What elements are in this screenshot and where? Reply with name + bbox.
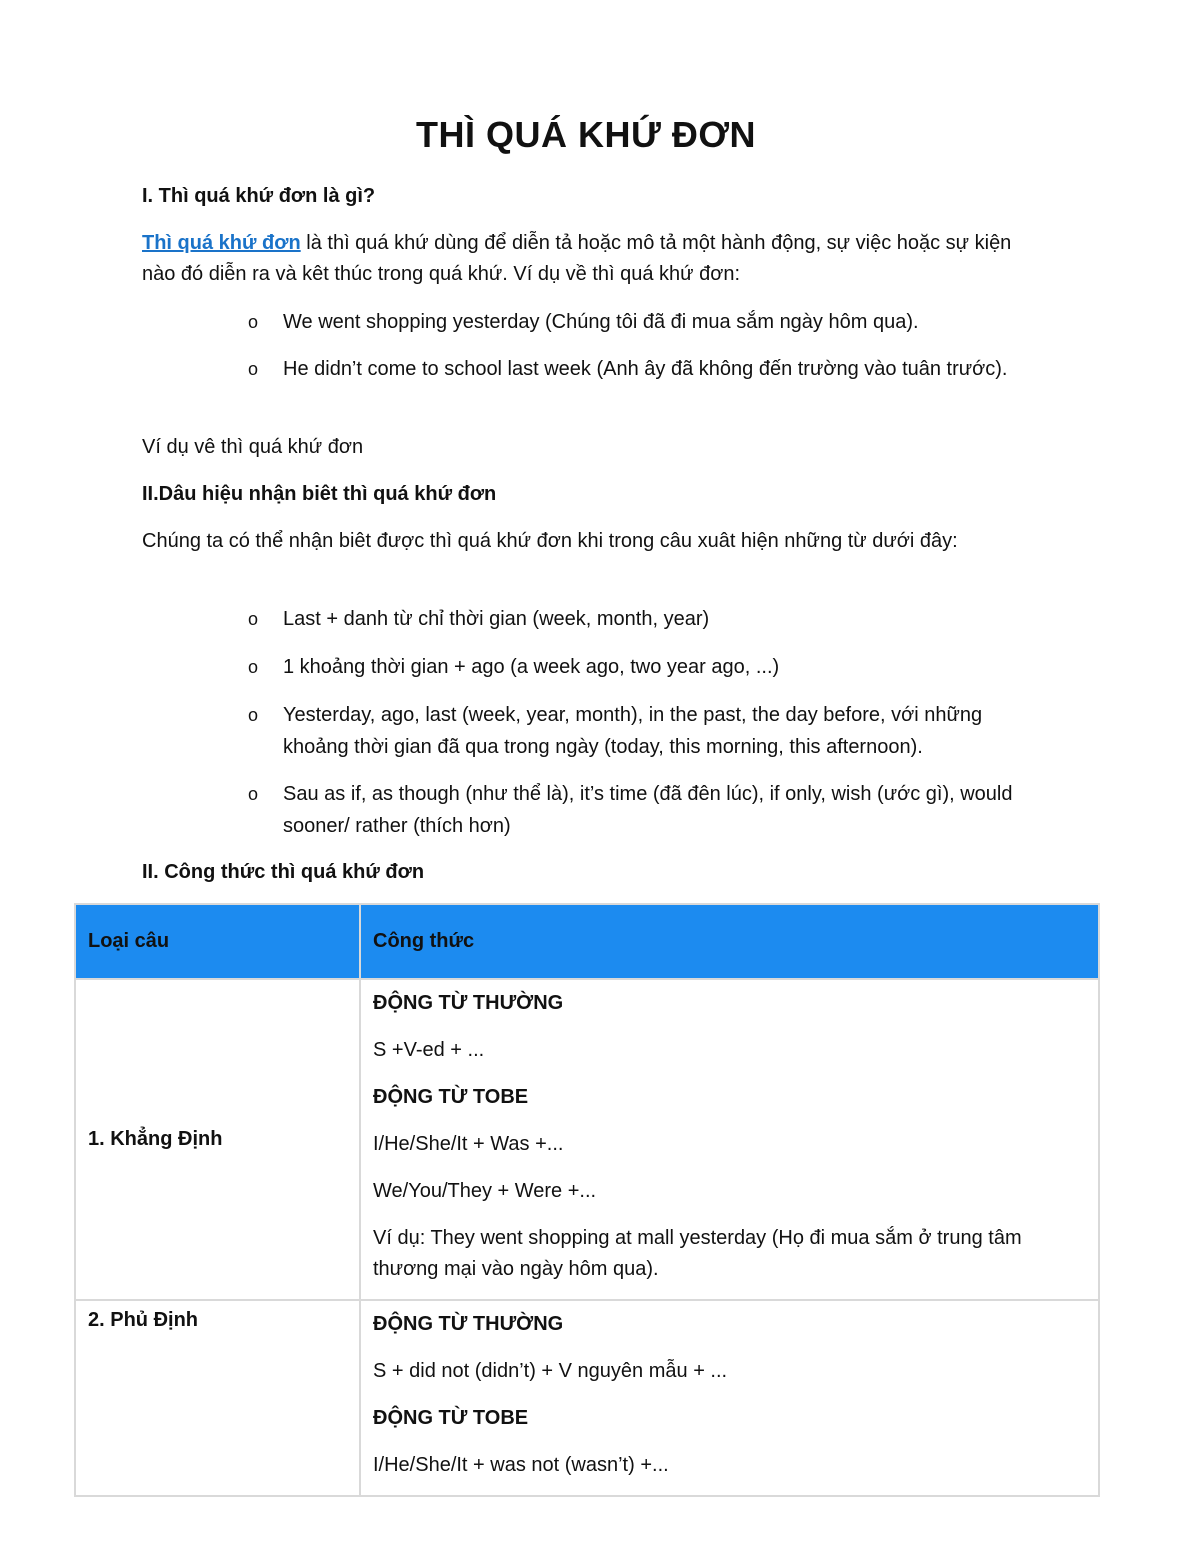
bullet-icon: o: [248, 784, 259, 804]
bullet-icon: o: [248, 312, 259, 332]
example-item: [248, 353, 1028, 385]
formula-line: ĐỘNG TỪ TOBE: [373, 1086, 529, 1108]
section-heading-formula: II. Công thức thì quá khứ đơn: [142, 861, 425, 883]
table-row: [75, 979, 1099, 1300]
formula-line: S + did not (didn’t) + V nguyên mẫu + ...: [373, 1360, 728, 1382]
bullet-icon: o: [248, 657, 259, 677]
table-header-row: [75, 904, 1099, 979]
formula-line: We/You/They + Were +...: [373, 1180, 597, 1202]
sign-text: Sau as if, as though (như thể là), it’s time (đã đên lúc), if only, wish (ước gì), would sooner/ rather (thích hơn): [283, 783, 1013, 837]
formula-line: Ví dụ: They went shopping at mall yesterday (Họ đi mua sắm ở trung tâm thương mại vào ngày hôm qua).: [373, 1227, 1022, 1280]
sign-text: 1 khoảng thời gian + ago (a week ago, two year ago, ...): [283, 656, 780, 678]
page-title: THÌ QUÁ KHỨ ĐƠN: [415, 114, 757, 155]
example-text: He didn’t come to school last week (Anh ây đã không đến trường vào tuân trước).: [283, 358, 1008, 380]
formula-table: [74, 903, 1100, 1497]
sign-item: [248, 651, 1028, 683]
bullet-icon: o: [248, 609, 259, 629]
sign-item: [248, 778, 1028, 842]
sign-item: [248, 699, 1028, 763]
signs-intro: Chúng ta có thể nhận biêt được thì quá khứ đơn khi trong câu xuât hiện những từ dưới đây:: [142, 530, 958, 552]
formula-line: I/He/She/It + Was +...: [373, 1133, 564, 1155]
header-sentence-type: Loại câu: [75, 904, 360, 979]
definition-paragraph: [142, 228, 1042, 290]
sign-text: Yesterday, ago, last (week, year, month), in the past, the day before, với những khoảng thời gian đã qua trong ngày (today, this morning, this afternoon).: [283, 704, 983, 758]
example-text: We went shopping yesterday (Chúng tôi đã đi mua sắm ngày hôm qua).: [283, 311, 919, 333]
header-formula: Công thức: [360, 904, 1099, 979]
section-heading-definition: I. Thì quá khứ đơn là gì?: [142, 185, 376, 207]
row-label: 2. Phủ Định: [88, 1309, 198, 1331]
definition-link[interactable]: Thì quá khứ đơn: [142, 232, 301, 254]
formula-cell: [360, 979, 1099, 1300]
definition-text: là thì quá khứ dùng để diễn tả hoặc mô tả một hành động, sự việc hoặc sự kiện nào đó diễn ra và kêt thúc trong quá khứ. Ví dụ về thì quá khứ đơn:: [142, 232, 1012, 285]
row-label-cell: [75, 1300, 360, 1496]
formula-line: ĐỘNG TỪ TOBE: [373, 1407, 529, 1429]
row-label-cell: [75, 979, 360, 1300]
sign-text: Last + danh từ chỉ thời gian (week, month, year): [283, 608, 710, 630]
formula-cell: [360, 1300, 1099, 1496]
example-item: [248, 306, 1028, 338]
bullet-icon: o: [248, 705, 259, 725]
formula-line: S +V-ed + ...: [373, 1039, 485, 1061]
formula-line: I/He/She/It + was not (wasn’t) +...: [373, 1454, 669, 1476]
row-label: 1. Khẳng Định: [88, 1128, 223, 1150]
bullet-icon: o: [248, 359, 259, 379]
formula-line: ĐỘNG TỪ THƯỜNG: [373, 992, 564, 1014]
section-heading-signs: II.Dâu hiệu nhận biêt thì quá khứ đơn: [142, 483, 497, 505]
example-caption: Ví dụ vê thì quá khứ đơn: [142, 436, 364, 458]
table-row: [75, 1300, 1099, 1496]
formula-line: ĐỘNG TỪ THƯỜNG: [373, 1313, 564, 1335]
sign-item: [248, 603, 1028, 635]
